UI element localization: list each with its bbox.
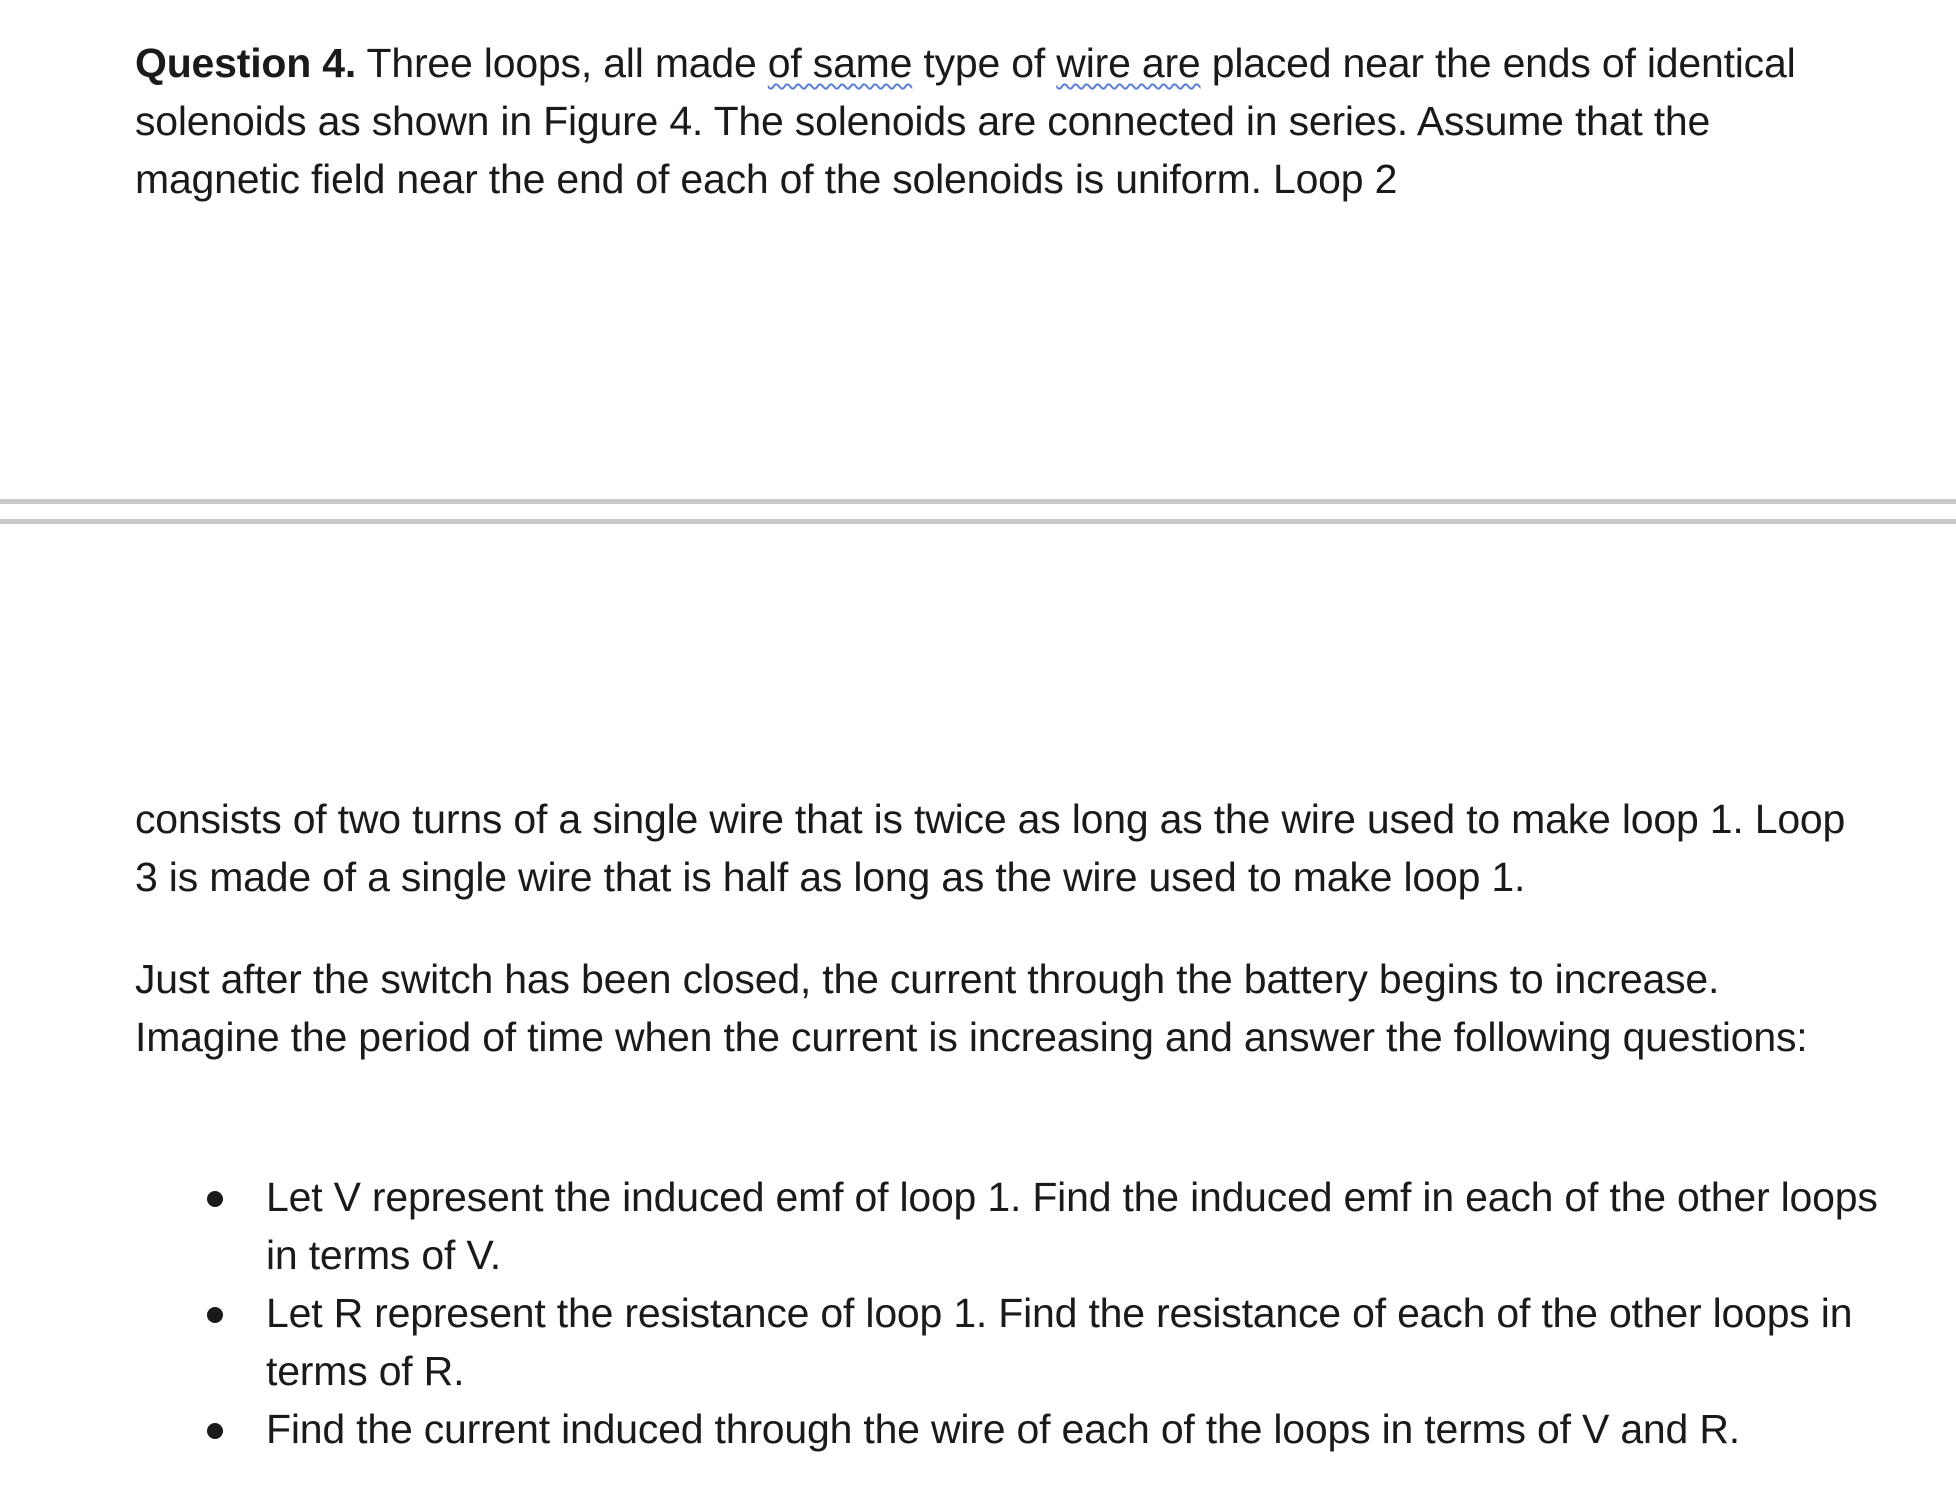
instructions-paragraph: Just after the switch has been closed, the current through the battery begins to increase. Imagine the period of time when the current is increasing and answer the following questions: [135, 956, 1808, 1060]
instructions-block [135, 950, 1855, 1066]
question-label: Question 4. [135, 40, 357, 86]
intro-text-part-1: Three loops, all made [356, 40, 768, 86]
intro-text-part-2: type of [912, 40, 1057, 86]
intro-text-part-3: placed near the ends of identical solenoids as shown in Figure 4. The solenoids are connected in series. Assume that the magnetic field near the end of each of the solenoids is uniform. Loop 2 [135, 40, 1796, 202]
task-bullet-list [200, 1168, 1880, 1458]
spellcheck-flag-wire-are[interactable]: wire are [1056, 40, 1201, 86]
continuation-block [135, 790, 1855, 906]
question-intro-block [135, 34, 1855, 208]
bullet-item-resistance: Let R represent the resistance of loop 1. Find the resistance of each of the other loops in terms of R. [200, 1284, 1880, 1400]
spellcheck-flag-of-same[interactable]: of same [767, 40, 913, 86]
bullet-item-emf: Let V represent the induced emf of loop 1. Find the induced emf in each of the other loops in terms of V. [200, 1168, 1880, 1284]
question-intro-paragraph [135, 34, 1855, 208]
page-break-divider-bottom [0, 519, 1956, 524]
page-break-divider-top [0, 499, 1956, 504]
continuation-paragraph: consists of two turns of a single wire that is twice as long as the wire used to make loop 1. Loop 3 is made of a single wire that is half as long as the wire used to make loop 1. [135, 796, 1846, 900]
bullet-item-current: Find the current induced through the wire of each of the loops in terms of V and R. [200, 1400, 1880, 1458]
